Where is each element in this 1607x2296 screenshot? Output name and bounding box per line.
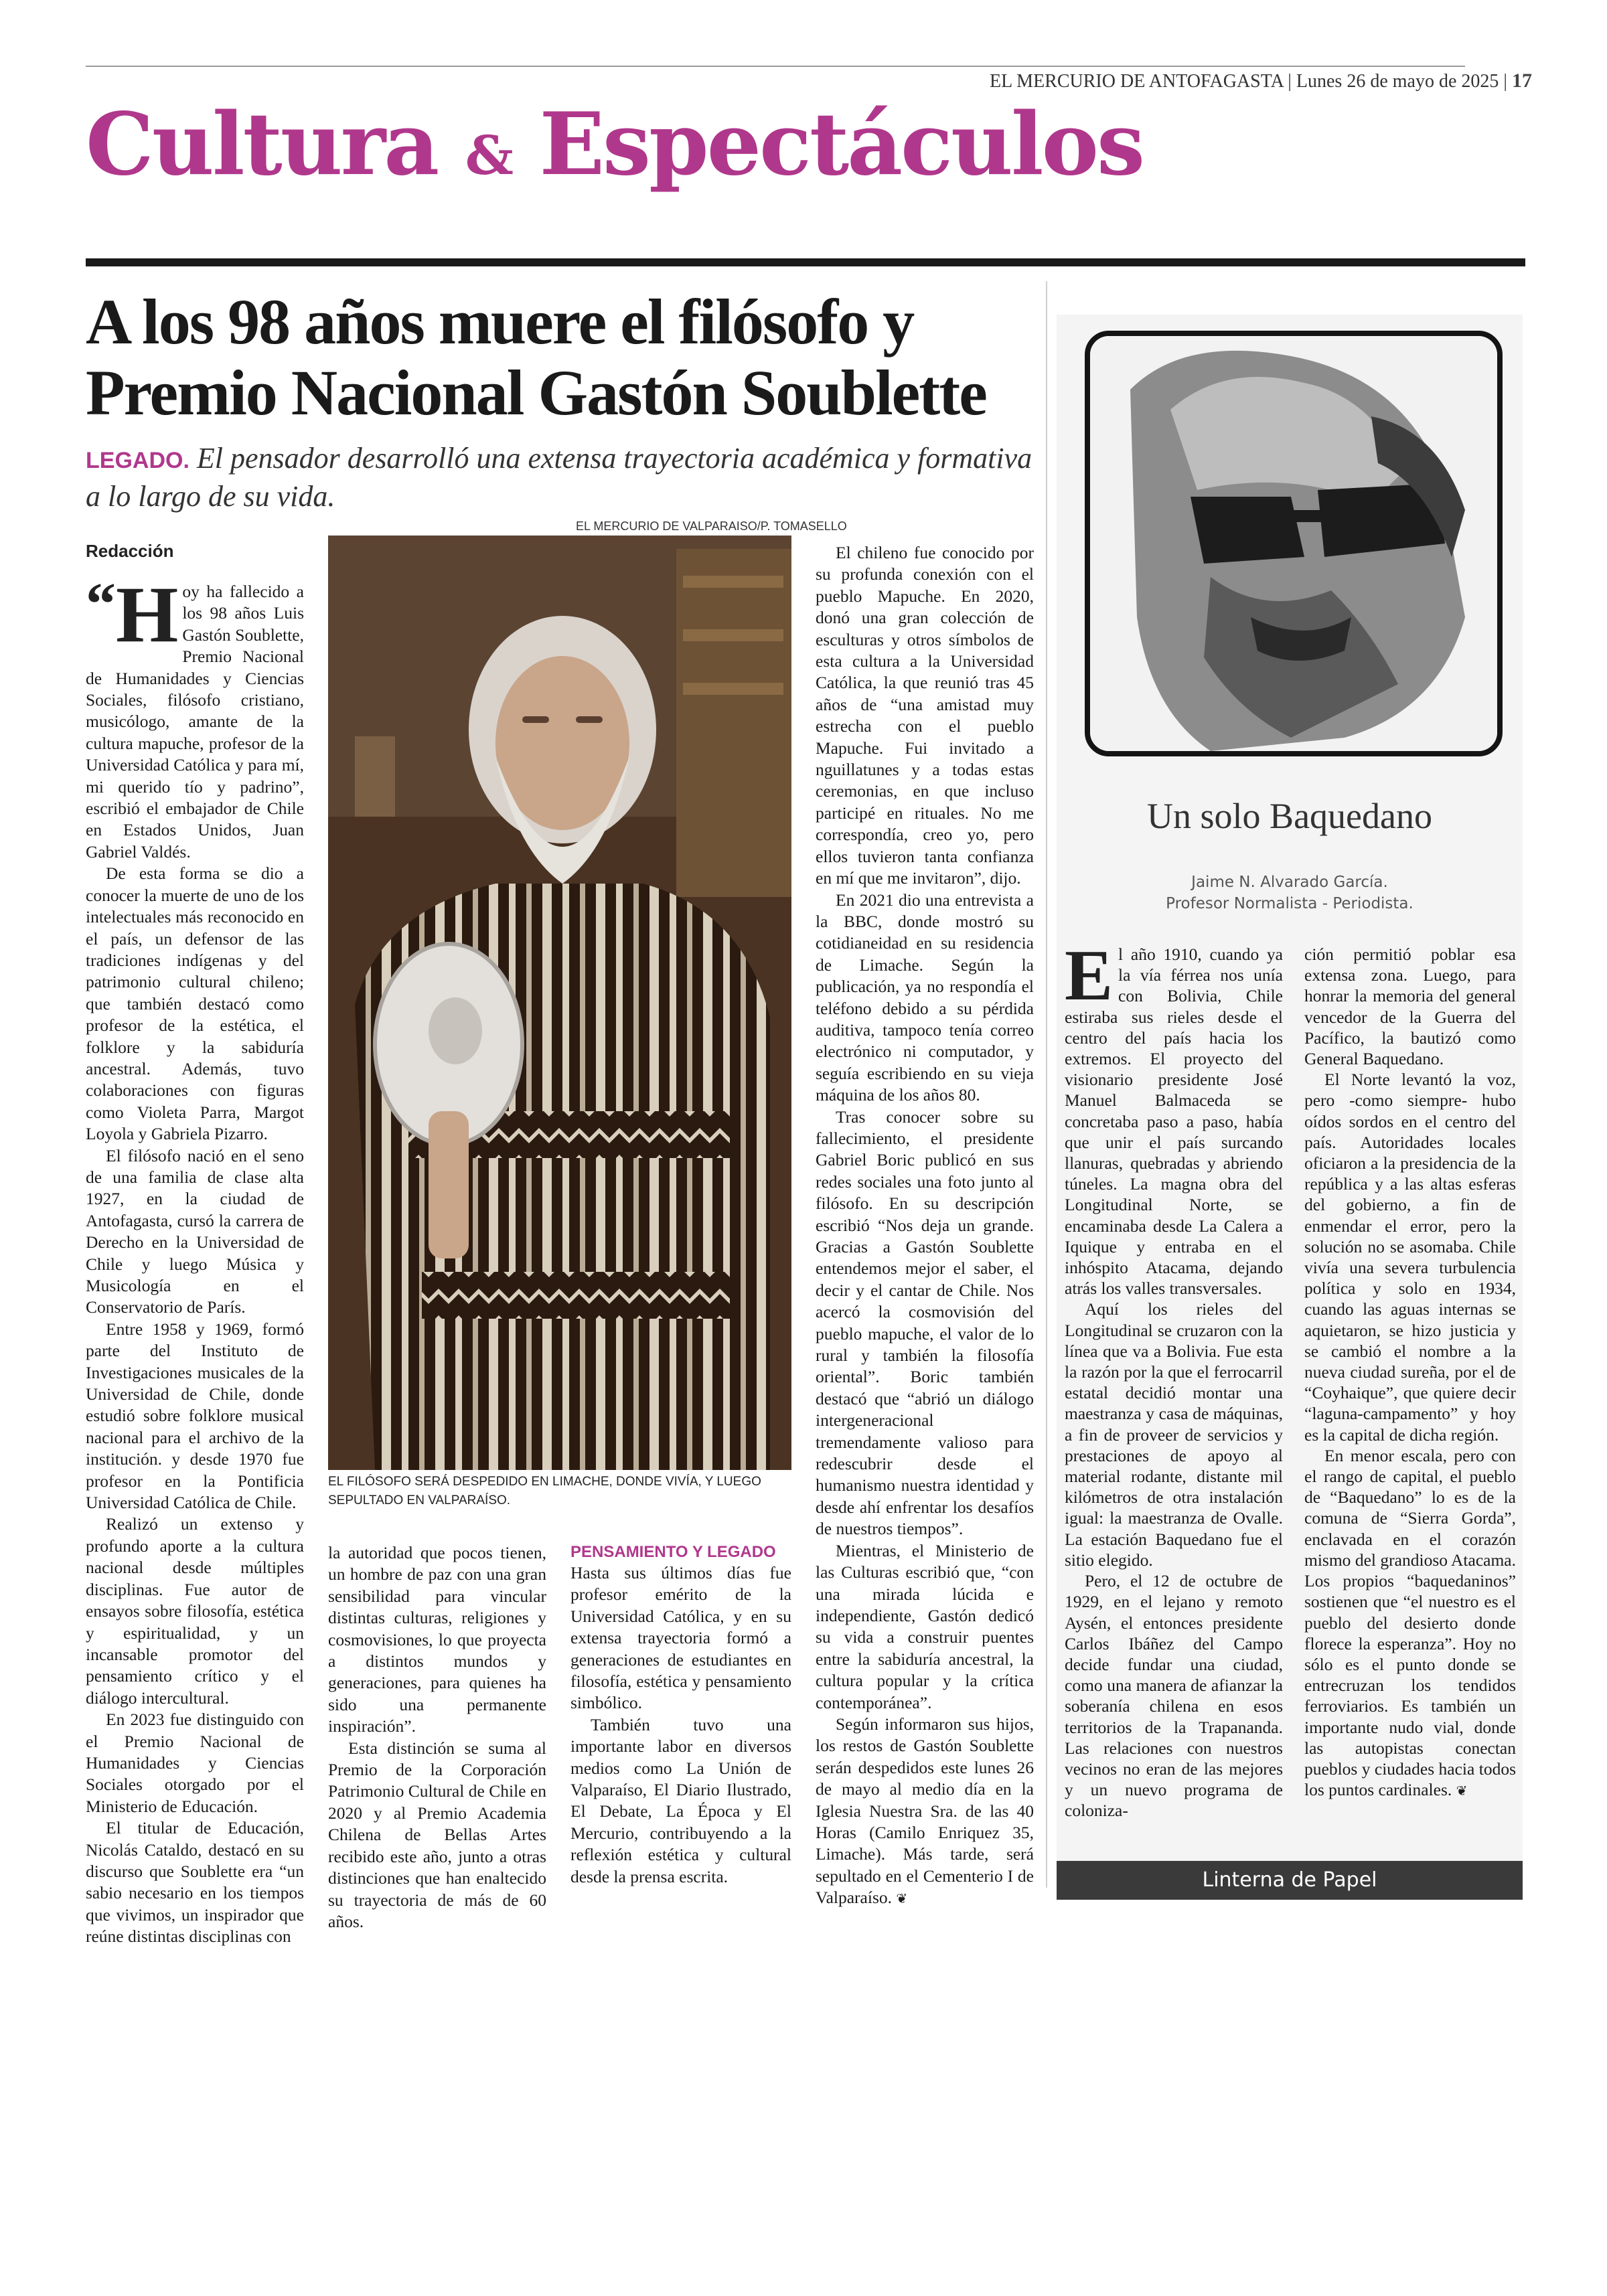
article-column-1 [86,570,304,1948]
author-name: Jaime N. Alvarado García. [1191,874,1388,891]
deck-keyword: LEGADO. [86,448,189,473]
author-portrait [1085,331,1503,756]
sidebar-column-1 [1065,936,1283,1821]
sidebar-footer: Linterna de Papel [1057,1861,1523,1900]
paragraph [1304,1445,1516,1801]
paragraph: ción permitió poblar esa extensa zona. Luego, para honrar la memoria del general vencedor de la Guerra del Pacífico, la bautizó como General Baquedano. [1304,945,1516,1069]
masthead: EL MERCURIO DE ANTOFAGASTA | Lunes 26 de mayo de 2025 | 17 [990,70,1532,92]
section-part1: Cultura [86,94,438,195]
paragraph-text: En menor escala, pero con el rango de capital, el pueblo de “Baquedano” lo es de la comuna de “Sierra Gorda”, enclavada en el corazón mismo del grandioso Atacama. Los propios “baquedaninos” sostienen que “el nuestro es el pueblo del desierto donde florece la esperanza”. Hoy no sólo es el punto donde se entrecruzan los tendidos ferroviarios. Es también un importante nudo vial, donde las autopistas conectan pueblos y ciudades hacia todos los puntos cardinales. [1304,1445,1516,1800]
paragraph: la autoridad que pocos tienen, un hombre de paz con una gran sensibilidad para vincular distintas culturas, religiones y cosmovisiones, lo que proyecta a distintos mundos y generaciones, para quienes ha sido una permanente inspiración”. [328,1543,546,1736]
paragraph: En 2023 fue distinguido con el Premio Nacional de Humanidades y Ciencias Sociales otorgado por el Ministerio de Educación. [86,1710,304,1816]
photo-caption: EL FILÓSOFO SERÁ DESPEDIDO EN LIMACHE, DONDE VIVÍA, Y LUEGO SEPULTADO EN VALPARAÍSO. [328,1475,761,1507]
paragraph-text: oy ha fallecido a los 98 años Luis Gastón Soublette, Premio Nacional de Humanidades y Ciencias Sociales, filósofo cristiano, musicólogo, amante de la cultura mapuche, profesor de la Universidad Católica y para mí, mi querido tío y padrino”, escribió el embajador de Chile en Estados Unidos, Juan Gabriel Valdés. [86,582,304,862]
paragraph: Pero, el 12 de octubre de 1929, en el lejano y remoto Aysén, el entonces presidente Carlos Ibáñez del Campo decide fundar una ciudad, como una manera de afianzar la soberanía chilena en esos territorios de la Trapananda. Las relaciones con nuestros vecinos no eran de las mejores y un nuevo programa de coloniza- [1065,1571,1283,1821]
paragraph: Realizó un extenso y profundo aporte a la cultura nacional desde múltiples disciplinas. Fue autor de ensayos sobre filosofía, estética y espiritualidad, y un incansable promotor del pensamiento crítico y el diálogo intercultural. [86,1514,304,1708]
article-headline: A los 98 años muere el filósofo y Premio Nacional Gastón Soublette [86,286,986,428]
drop-cap: H [116,570,179,659]
sidebar-column-2 [1304,944,1516,1801]
paragraph: El titular de Educación, Nicolás Cataldo, destacó en su discurso que Soublette era “un sabio necesario en los tiempos que vivimos, un inspirador que reúne distintas disciplinas con [86,1818,304,1947]
paragraph: El Norte levantó la voz, pero -como siempre- hubo oídos sordos en el centro del país. Autoridades locales oficiaron a la presidencia de la república y a las altas esferas del gobierno, a fin de enmendar el error, pero la solución no se asomaba. Chile vivía una severa turbulencia política y solo en 1934, cuando las aguas internas se aquietaron, se hizo justicia y se cambió el nombre a la nueva ciudad sureña, por el de “Coyhaique”, que quiere decir “laguna-campamento” y hoy es la capital de dicha región. [1304,1070,1516,1445]
end-mark-icon: ❦ [1456,1783,1468,1799]
section-part2: Espectáculos [539,94,1144,195]
paragraph [816,1714,1034,1910]
opening-quote: “ [86,571,116,637]
paragraph: De esta forma se dio a conocer la muerte de uno de los intelectuales más reconocido en el país, un defensor de las tradiciones indígenas y del patrimonio cultural chileno; que también destacó como profesor de la estética, el folklore y la sabiduría ancestral. Además, tuvo colaboraciones con figuras como Violeta Parra, Margot Loyola y Gabriela Pizarro. [86,864,304,1144]
paragraph [1065,936,1283,1299]
author-role: Profesor Normalista - Periodista. [1166,895,1413,912]
article-column-2 [328,1542,546,1933]
paragraph: Entre 1958 y 1969, formó parte del Instituto de Investigaciones musicales de la Universidad de Chile, donde estudió sobre folklore musical nacional para el archivo de la institución. y desde 1970 fue profesor en la Pontificia Universidad Católica de Chile. [86,1319,304,1513]
paragraph-text: Según informaron sus hijos, los restos de Gastón Soublette serán despedidos este lunes 26 de mayo al medio día en la Iglesia Nuestra Sra. de las 40 Horas (Camilo Enriquez 35, Limache). Más tarde, será sepultado en el Cementerio I de Valparaíso. [816,1714,1034,1908]
subhead: PENSAMIENTO Y LEGADO [570,1543,776,1561]
paragraph: Tras conocer sobre su fallecimiento, el presidente Gabriel Boric publicó en sus redes sociales una foto junto al filósofo. En su descripción escribió “Nos deja un grande. Gracias a Gastón Soublette entendemos mejor el saber, el decir y el cantar de Chile. Nos acercó la cosmovisión del pueblo mapuche, el valor de lo rural y también la filosofía oriental”. Boric también destacó que “abrió un diálogo intergeneracional tremendamente valioso para redescubrir desde el humanismo nuestra identidad y desde ahí enfrentar los desafíos de nuestros tiempos”. [816,1106,1034,1539]
author-portrait-illustration [1090,336,1497,751]
paragraph: Hasta sus últimos días fue profesor emérito de la Universidad Católica, y en su extensa trayectoria formó a generaciones de estudiantes en filosofía, estética y pensamiento simbólico. [570,1563,791,1713]
paragraph: Mientras, el Ministerio de las Culturas escribió que, “con una mirada lúcida e independiente, Gastón dedicó su vida a construir puentes entre la sabiduría ancestral, la cultura popular y la crítica contemporánea”. [816,1540,1034,1712]
paragraph [86,570,304,863]
end-mark-icon: ❦ [896,1890,908,1907]
paragraph: El chileno fue conocido por su profunda conexión con el pueblo Mapuche. En 2020, donó una gran colección de esculturas y otros símbolos de esta cultura a la Universidad Católica, la que reunió tras 45 años de “una amistad muy estrecha con el pueblo Mapuche. Fui invitado a nguillatunes y a todas estas ceremonias, en que incluso participé en rituales. No me correspondía, creo yo, pero ellos tuvieron tanta confianza en mí que me invitaron”, dijo. [816,543,1034,888]
masthead-paper: EL MERCURIO DE ANTOFAGASTA [990,71,1284,92]
paragraph: Aquí los rieles del Longitudinal se cruzaron con la línea que va a Bolivia. Fue esta la razón por la que el ferrocarril estatal decidió montar una maestranza y casa de máquinas, a fin de proveer de servicios y prestaciones de apoyo al material rodante, distante mil kilómetros de otra instalación igual: la maestranza de Ovalle. La estación Baquedano fue el sitio elegido. [1065,1299,1283,1570]
top-rule [86,66,1465,67]
column-divider [1046,281,1047,1888]
photo-credit: EL MERCURIO DE VALPARAISO/P. TOMASELLO [576,519,847,533]
sidebar-author [1057,872,1523,914]
paragraph-text: l año 1910, cuando ya la vía férrea nos unía con Bolivia, Chile estiraba sus rieles desde el centro del país hacia los extremos. El proyecto del visionario presidente José Manuel Balmaceda se concretaba paso a paso, había que unir el país surcando llanuras, quebradas y abriendo túneles. La magna obra del Longitudinal Norte, se encaminaba desde La Calera a Iquique y entraba en el inhóspito Atacama, dejando atrás los valles transversales. [1065,945,1283,1299]
portrait-illustration [328,536,791,1470]
paragraph: También tuvo una importante labor en diversos medios como La Unión de Valparaíso, El Diario Ilustrado, El Debate, La Época y El Mercurio, contribuyendo a la reflexión estética y cultural desde la prensa escrita. [570,1714,791,1886]
section-rule [86,258,1525,266]
article-column-4 [816,542,1034,1910]
drop-cap: E [1065,936,1114,1015]
paragraph: El filósofo nació en el seno de una familia de clase alta 1927, en la ciudad de Antofagasta, cursó la carrera de Derecho en la Universidad de Chile y luego Música y Musicología en el Conservatorio de París. [86,1145,304,1317]
page-number: 17 [1512,70,1532,92]
article-column-3 [570,1542,791,1888]
article-photo [328,536,791,1470]
section-title [86,94,1144,195]
masthead-date: Lunes 26 de mayo de 2025 [1296,71,1499,92]
deck-text: El pensador desarrolló una extensa trayectoria académica y formativa a lo largo de su vida. [86,442,1032,513]
section-amp: & [465,124,512,187]
byline: Redacción [86,541,174,561]
sidebar-title: Un solo Baquedano [1147,796,1432,836]
paragraph: Esta distinción se suma al Premio de la Corporación Patrimonio Cultural de Chile en 2020 y al Premio Academia Chilena de Bellas Artes recibido este año, junto a otras distinciones que han enaltecido su trayectoria de más de 60 años. [328,1738,546,1931]
paragraph: En 2021 dio una entrevista a la BBC, donde mostró su cotidianeidad en su residencia de Limache. Según la publicación, ya no respondía el teléfono debido a su pérdida auditiva, tampoco tenía correo electrónico ni computador, y seguía escribiendo en su vieja máquina de los años 80. [816,890,1034,1105]
article-deck [86,440,1037,515]
